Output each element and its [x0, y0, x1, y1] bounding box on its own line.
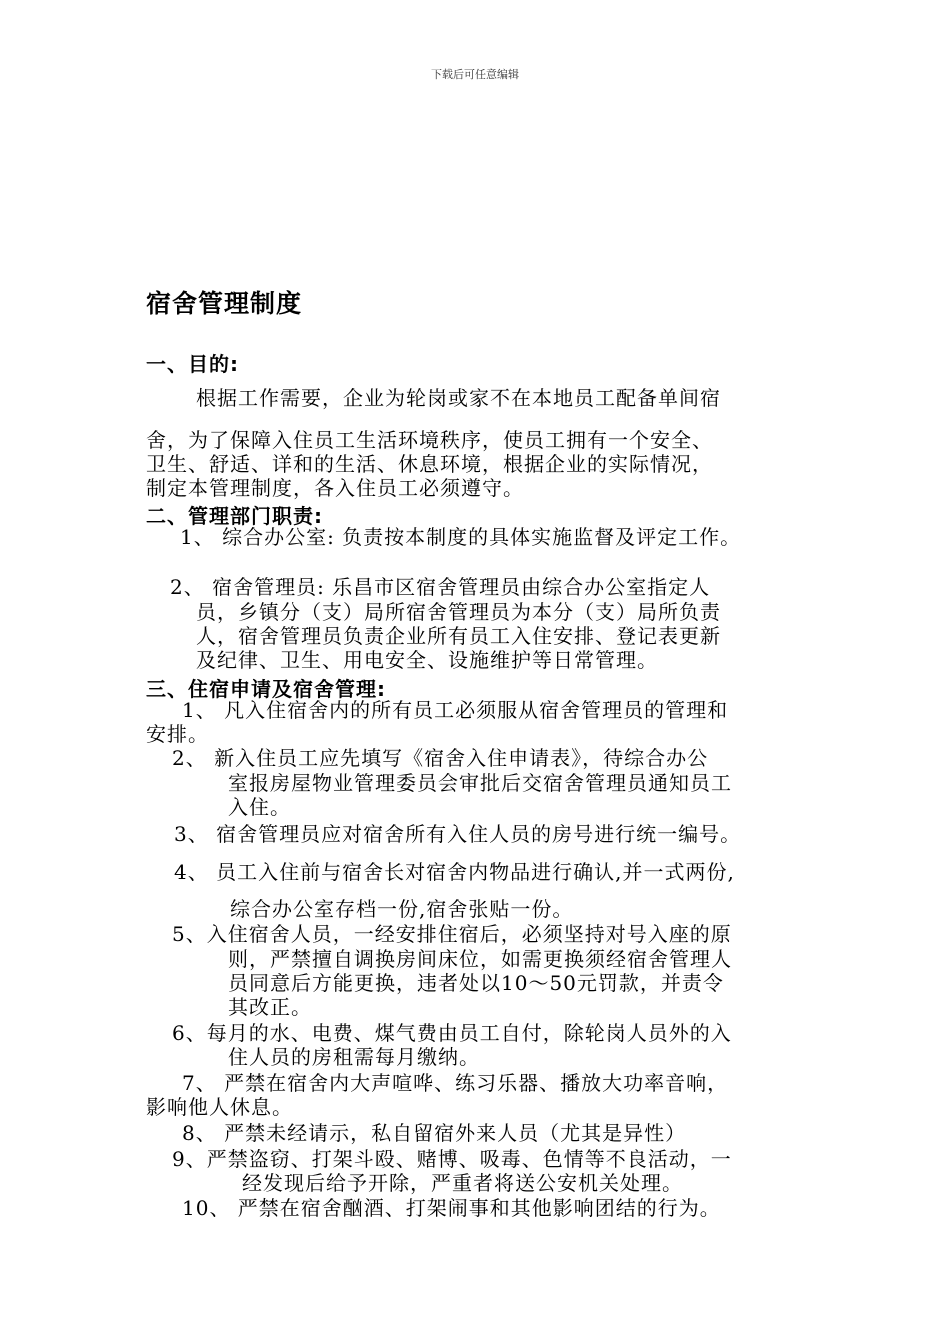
s2-item-2-line-4: 及纪律、卫生、用电安全、设施维护等日常管理。 — [196, 648, 658, 672]
s3-item-7-line-1: 7、 严禁在宿舍内大声喧哗、练习乐器、播放大功率音响， — [182, 1071, 729, 1095]
section-2-heading: 二、管理部门职责: — [146, 504, 323, 528]
s3-item-4-line-1: 4、 员工入住前与宿舍长对宿舍内物品进行确认,并一式两份, — [174, 860, 735, 884]
s3-item-5-line-3: 员同意后方能更换，违者处以10～50元罚款，并责令 — [228, 971, 724, 995]
s3-item-4-line-2: 综合办公室存档一份,宿舍张贴一份。 — [230, 897, 574, 921]
s3-item-9-line-1: 9、严禁盗窃、打架斗殴、赌博、吸毒、色情等不良活动，一 — [172, 1147, 732, 1171]
s3-item-7-line-2: 影响他人休息。 — [146, 1095, 293, 1119]
header-note: 下载后可任意编辑 — [431, 68, 519, 81]
s2-item-2-line-1: 2、 宿舍管理员: 乐昌市区宿舍管理员由综合办公室指定人 — [170, 575, 711, 599]
s3-item-6-line-1: 6、每月的水、电费、煤气费由员工自付，除轮岗人员外的入 — [172, 1021, 732, 1045]
s3-item-2-line-3: 入住。 — [228, 795, 291, 819]
s1-line-1: 根据工作需要，企业为轮岗或家不在本地员工配备单间宿 — [196, 386, 721, 410]
s1-line-4: 制定本管理制度，各入住员工必须遵守。 — [146, 476, 524, 500]
s3-item-10: 10、 严禁在宿舍酗酒、打架闹事和其他影响团结的行为。 — [182, 1196, 721, 1220]
s3-item-1-line-2: 安排。 — [146, 722, 209, 746]
s3-item-5-line-2: 则，严禁擅自调换房间床位，如需更换须经宿舍管理人 — [228, 947, 732, 971]
s1-line-3: 卫生、舒适、详和的生活、休息环境，根据企业的实际情况， — [146, 452, 713, 476]
s3-item-8: 8、 严禁未经请示，私自留宿外来人员（尤其是异性） — [182, 1121, 687, 1145]
s2-item-2-line-2: 员，乡镇分（支）局所宿舍管理员为本分（支）局所负责 — [196, 600, 721, 624]
s3-item-5-line-1: 5、入住宿舍人员，一经安排住宿后，必须坚持对号入座的原 — [172, 922, 732, 946]
s1-line-2: 舍，为了保障入住员工生活环境秩序，使员工拥有一个安全、 — [146, 428, 713, 452]
section-3-heading: 三、住宿申请及宿舍管理: — [146, 677, 386, 701]
s3-item-9-line-2: 经发现后给予开除，严重者将送公安机关处理。 — [242, 1171, 683, 1195]
s2-item-1: 1、 综合办公室: 负责按本制度的具体实施监督及评定工作。 — [180, 525, 742, 549]
s2-item-2-line-3: 人，宿舍管理员负责企业所有员工入住安排、登记表更新 — [196, 624, 721, 648]
s3-item-3: 3、 宿舍管理员应对宿舍所有入住人员的房号进行统一编号。 — [174, 822, 742, 846]
s3-item-5-line-4: 其改正。 — [228, 995, 312, 1019]
document-title: 宿舍管理制度 — [146, 289, 303, 318]
s3-item-1-line-1: 1、 凡入住宿舍内的所有员工必须服从宿舍管理员的管理和 — [182, 698, 729, 722]
s3-item-2-line-2: 室报房屋物业管理委员会审批后交宿舍管理员通知员工 — [228, 771, 732, 795]
section-1-heading: 一、目的: — [146, 352, 239, 376]
s3-item-6-line-2: 住人员的房租需每月缴纳。 — [228, 1045, 480, 1069]
s3-item-2-line-1: 2、 新入住员工应先填写《宿舍入住申请表》，待综合办公 — [172, 746, 709, 770]
